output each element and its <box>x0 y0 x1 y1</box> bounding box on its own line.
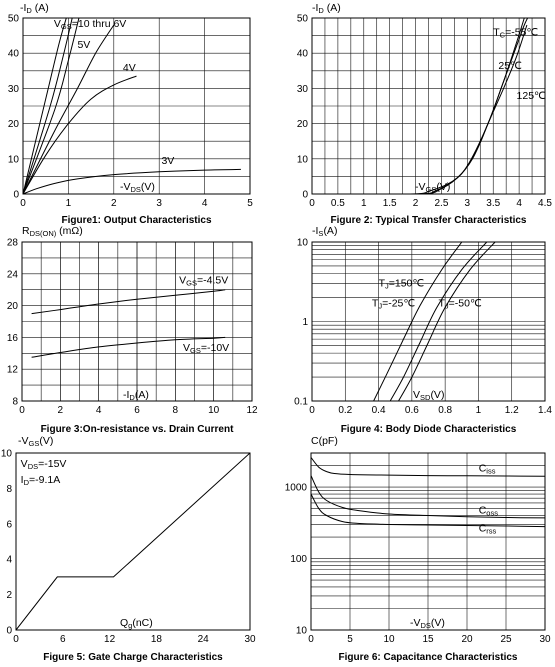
x-tick-label: 0.4 <box>371 405 386 416</box>
series-line-vgs-10-thru-6v <box>23 11 68 194</box>
x-tick-label: 20 <box>461 634 473 645</box>
fig6-grid <box>311 453 545 630</box>
x-tick-label: 6 <box>134 405 140 416</box>
x-tick-label: 3 <box>156 198 162 209</box>
series-annotation: Coss <box>478 504 498 518</box>
x-tick-label: 3.5 <box>486 198 501 209</box>
fig3-caption: Figure 3:On-resistance vs. Drain Current <box>40 424 234 435</box>
fig6-x-axis-label: -VDS(V) <box>410 617 445 630</box>
y-tick-label: 1 <box>302 317 308 328</box>
x-tick-label: 5 <box>247 198 253 209</box>
fig2-grid <box>312 18 545 194</box>
x-tick-label: 24 <box>197 634 209 645</box>
series-annotation: 125℃ <box>516 89 546 102</box>
x-tick-label: 25 <box>500 634 512 645</box>
y-tick-label: 10 <box>295 625 307 637</box>
fig1-chart <box>8 2 253 226</box>
y-tick-label: 20 <box>6 301 18 313</box>
series-annotation: Crss <box>478 522 497 536</box>
y-tick-label: 4 <box>6 554 12 566</box>
fig5-y-axis-label: -VGS(V) <box>18 435 54 448</box>
x-tick-label: 0.2 <box>338 405 353 416</box>
series-annotation: 4V <box>122 61 136 74</box>
y-tick-label: 100 <box>290 554 307 566</box>
series-line-125- <box>312 25 527 194</box>
x-tick-label: 1.5 <box>382 198 397 209</box>
x-tick-label: 1 <box>65 198 72 209</box>
y-tick-label: 0 <box>13 189 19 201</box>
x-tick-label: 12 <box>104 634 116 645</box>
y-tick-label: 10 <box>296 154 308 166</box>
fig2-caption: Figure 2: Typical Transfer Characteristics <box>330 215 527 226</box>
series-line-vgs-10-thru-6v <box>23 11 74 194</box>
y-tick-label: 6 <box>6 519 12 531</box>
fig1-y-axis-label: -ID (A) <box>20 2 49 15</box>
fig3-grid <box>22 242 252 401</box>
y-tick-label: 16 <box>6 332 18 344</box>
y-tick-label: 20 <box>296 119 308 131</box>
x-tick-label: 0.8 <box>438 405 453 416</box>
series-annotation: TJ=-50℃ <box>438 297 482 311</box>
x-tick-label: 4 <box>201 198 208 209</box>
y-tick-label: 40 <box>7 48 19 60</box>
y-tick-label: 24 <box>6 269 18 281</box>
x-tick-label: 10 <box>208 405 220 416</box>
x-tick-label: 30 <box>244 634 256 645</box>
fig2-chart <box>297 2 553 226</box>
y-tick-label: 30 <box>296 83 308 95</box>
x-tick-label: 4 <box>95 405 102 416</box>
fig4-x-axis-label: VSD(V) <box>413 389 445 402</box>
y-tick-label: 8 <box>6 483 12 495</box>
fig2-x-axis-label: -VGS(V) <box>415 181 451 194</box>
fig6-y-axis-label: C(pF) <box>311 435 338 447</box>
x-tick-label: 4.5 <box>538 198 552 209</box>
x-tick-label: 0.5 <box>330 198 345 209</box>
y-tick-label: 50 <box>296 13 308 25</box>
y-tick-label: 1000 <box>284 482 307 494</box>
series-annotation: VGS=-4.5V <box>179 274 229 288</box>
y-tick-label: 0 <box>6 625 12 637</box>
x-tick-label: 0 <box>309 198 315 209</box>
fig5-x-axis-label: Qg(nC) <box>120 617 153 630</box>
y-tick-label: 10 <box>0 448 12 460</box>
series-annotation: ID=-9.1A <box>20 474 61 488</box>
y-tick-label: 20 <box>7 119 19 131</box>
y-tick-label: 10 <box>296 237 308 249</box>
fig1-x-axis-label: -VDS(V) <box>120 181 155 194</box>
y-tick-label: 0 <box>302 189 308 201</box>
x-tick-label: 8 <box>172 405 179 416</box>
x-tick-label: 3 <box>464 198 471 209</box>
series-annotation: VGS=-10V <box>183 341 230 355</box>
series-annotation: TC=-55℃ <box>493 26 539 40</box>
x-tick-label: 4 <box>516 198 522 209</box>
y-tick-label: 12 <box>6 364 18 376</box>
x-tick-label: 0 <box>308 634 314 645</box>
x-tick-label: 10 <box>383 634 395 645</box>
x-tick-label: 5 <box>347 634 353 645</box>
x-tick-label: 6 <box>60 634 66 645</box>
fig3-chart <box>7 225 258 435</box>
x-tick-label: 2 <box>412 198 419 209</box>
fig2-y-axis-label: -ID (A) <box>312 2 341 15</box>
y-tick-label: 0.1 <box>294 396 308 408</box>
fig6-chart <box>285 435 551 663</box>
x-tick-label: 2.5 <box>434 198 449 209</box>
x-tick-label: 1 <box>475 405 482 416</box>
y-tick-label: 28 <box>6 237 18 249</box>
y-tick-label: 40 <box>296 48 308 60</box>
series-annotation: 25℃ <box>498 60 522 73</box>
x-tick-label: 0.6 <box>404 405 419 416</box>
fig4-y-axis-label: -IS(A) <box>312 225 338 238</box>
x-tick-label: 0 <box>13 634 19 645</box>
fig4-caption: Figure 4: Body Diode Characteristics <box>340 424 517 435</box>
series-annotation: VDS=-15V <box>20 458 67 472</box>
x-tick-label: 1.2 <box>504 405 519 416</box>
x-tick-label: 1 <box>360 198 367 209</box>
series-annotation: 3V <box>161 155 175 168</box>
fig4-grid <box>312 242 545 401</box>
y-tick-label: 30 <box>7 83 19 95</box>
fig5-caption: Figure 5: Gate Charge Characteristics <box>43 652 223 663</box>
fig3-y-axis-label: RDS(ON) (mΩ) <box>22 225 83 238</box>
x-tick-label: 0 <box>20 198 26 209</box>
x-tick-label: 0 <box>309 405 315 416</box>
series-annotation: VGS=10 thru 6V <box>53 17 127 31</box>
fig5-chart <box>1 435 256 663</box>
x-tick-label: 2 <box>57 405 64 416</box>
x-tick-label: 15 <box>422 634 434 645</box>
x-tick-label: 1.4 <box>538 405 552 416</box>
x-tick-label: 30 <box>539 634 551 645</box>
x-tick-label: 12 <box>246 405 258 416</box>
x-tick-label: 0 <box>19 405 25 416</box>
fig4-chart <box>294 225 552 435</box>
fig3-x-axis-label: -ID(A) <box>123 389 149 402</box>
series-annotation: Ciss <box>478 462 496 476</box>
series-line-vgs-4-5v <box>32 290 226 314</box>
series-annotation: TJ=-25℃ <box>371 297 416 311</box>
series-annotation: TJ=150℃ <box>378 277 425 291</box>
x-tick-label: 18 <box>150 634 162 645</box>
y-tick-label: 8 <box>12 396 18 408</box>
series-annotation: 5V <box>77 38 91 51</box>
fig6-caption: Figure 6: Capacitance Characteristics <box>338 652 518 663</box>
fig1-grid <box>23 18 250 194</box>
y-tick-label: 10 <box>7 154 19 166</box>
x-tick-label: 2 <box>111 198 117 209</box>
y-tick-label: 50 <box>7 13 19 25</box>
y-tick-label: 2 <box>6 590 12 602</box>
fig1-caption: Figure1: Output Characteristics <box>61 215 212 226</box>
